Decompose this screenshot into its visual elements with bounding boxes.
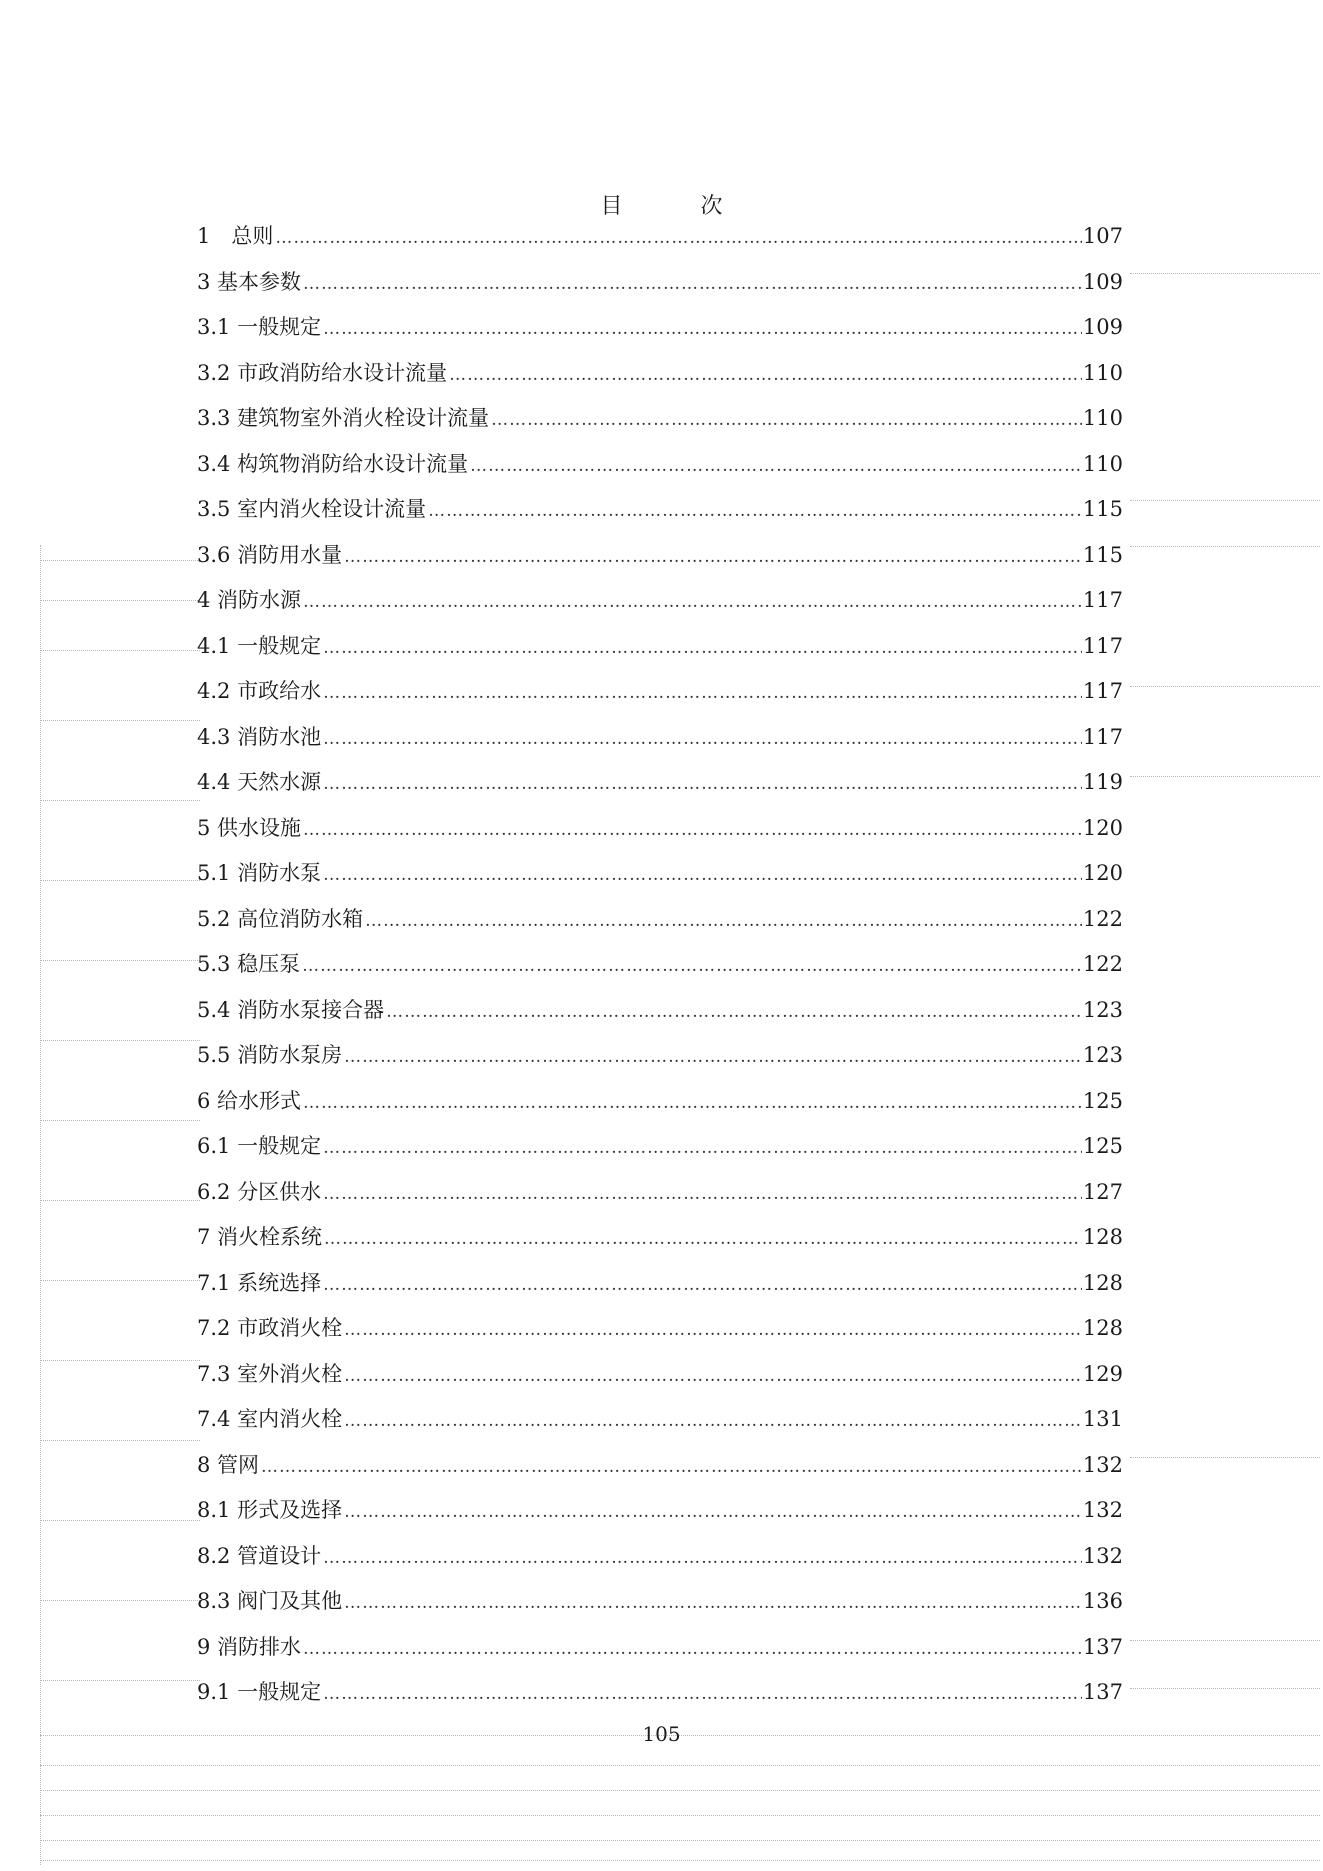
toc-entry [197, 260, 1123, 306]
toc-dot-leader [323, 671, 1082, 717]
toc-entry-label: 4.3 消防水池 [197, 724, 322, 749]
toc-entry-label: 8 管网 [197, 1452, 260, 1477]
toc-dot-leader [303, 808, 1082, 854]
toc-entry-page: 109 [1082, 269, 1123, 294]
toc-entry-page: 125 [1082, 1088, 1123, 1113]
toc-entry-label: 9.1 一般规定 [197, 1680, 322, 1704]
toc-entry [197, 214, 1123, 260]
toc-entry-page: 123 [1082, 997, 1123, 1022]
scan-artifact [1130, 776, 1320, 777]
scan-artifact [40, 720, 200, 721]
toc-entry [197, 1625, 1123, 1671]
page-number: 105 [642, 1722, 681, 1746]
toc-entry-page: 115 [1082, 542, 1123, 567]
toc-entry-page: 128 [1082, 1270, 1123, 1295]
toc-entry [197, 760, 1123, 806]
toc-entry-label: 1 总则 [197, 224, 274, 248]
toc-dot-leader [323, 1172, 1082, 1218]
toc-entry [197, 1033, 1123, 1079]
toc-entry [197, 1215, 1123, 1261]
toc-entry [197, 442, 1123, 488]
toc-entry-label: 3 基本参数 [197, 269, 302, 294]
table-of-contents [197, 214, 1123, 1716]
toc-entry-label: 3.5 室内消火栓设计流量 [197, 497, 427, 521]
toc-entry-page: 110 [1082, 451, 1123, 476]
toc-entry-label: 7.1 系统选择 [197, 1270, 322, 1295]
toc-dot-leader [365, 899, 1082, 945]
toc-dot-leader [344, 1399, 1082, 1445]
toc-dot-leader [323, 853, 1082, 899]
toc-entry-page: 122 [1082, 906, 1123, 931]
toc-entry [197, 1443, 1123, 1489]
toc-entry-label: 3.6 消防用水量 [197, 542, 343, 567]
scan-artifact [40, 600, 200, 601]
toc-entry-page: 132 [1082, 1543, 1123, 1568]
scan-artifact [40, 560, 200, 561]
scan-artifact [40, 1600, 200, 1601]
toc-entry-page: 110 [1082, 360, 1123, 385]
toc-dot-leader [344, 535, 1082, 581]
toc-dot-leader [344, 1308, 1082, 1354]
toc-entry-page: 107 [1082, 224, 1123, 248]
toc-dot-leader [344, 1490, 1082, 1536]
toc-dot-leader [449, 353, 1082, 399]
toc-dot-leader [386, 990, 1082, 1036]
toc-entry [197, 715, 1123, 761]
toc-dot-leader [303, 580, 1082, 626]
scan-artifact [1130, 1457, 1320, 1458]
toc-dot-leader [261, 1445, 1082, 1491]
toc-entry [197, 1670, 1123, 1716]
toc-entry-label: 3.3 建筑物室外消火栓设计流量 [197, 406, 490, 430]
toc-dot-leader [323, 626, 1082, 672]
toc-entry-label: 8.1 形式及选择 [197, 1498, 343, 1522]
toc-entry-page: 128 [1082, 1225, 1123, 1249]
toc-entry-page: 109 [1082, 315, 1123, 339]
toc-entry [197, 851, 1123, 897]
toc-entry [197, 897, 1123, 943]
toc-entry-page: 122 [1082, 952, 1123, 976]
toc-entry-label: 7.2 市政消火栓 [197, 1316, 343, 1340]
toc-entry [197, 1124, 1123, 1170]
toc-entry [197, 305, 1123, 351]
toc-entry [197, 487, 1123, 533]
toc-entry-label: 7.3 室外消火栓 [197, 1361, 343, 1386]
toc-dot-leader [302, 944, 1082, 990]
scan-artifact [1130, 686, 1320, 687]
scan-artifact [40, 1840, 1320, 1841]
toc-entry-label: 7.4 室内消火栓 [197, 1407, 343, 1431]
scan-artifact [1130, 1640, 1320, 1641]
toc-title: 目 次 [600, 194, 751, 219]
toc-entry [197, 1397, 1123, 1443]
toc-entry [197, 669, 1123, 715]
toc-entry [197, 1534, 1123, 1580]
toc-entry-page: 137 [1082, 1680, 1123, 1704]
toc-dot-leader [323, 307, 1082, 353]
toc-entry [197, 624, 1123, 670]
toc-entry [197, 988, 1123, 1034]
toc-entry-page: 117 [1082, 588, 1123, 612]
toc-dot-leader [470, 444, 1082, 490]
toc-dot-leader [323, 1126, 1082, 1172]
scan-artifact [40, 1120, 200, 1121]
scan-artifact [40, 1815, 1320, 1816]
toc-entry-label: 4.4 天然水源 [197, 770, 322, 794]
toc-entry [197, 942, 1123, 988]
toc-dot-leader [344, 1035, 1082, 1081]
scan-artifact [40, 1360, 200, 1361]
toc-entry-page: 123 [1082, 1043, 1123, 1067]
toc-entry-page: 115 [1082, 497, 1123, 521]
toc-entry-label: 3.2 市政消防给水设计流量 [197, 360, 448, 385]
toc-entry-page: 129 [1082, 1361, 1123, 1386]
scan-artifact [40, 1790, 1320, 1791]
toc-entry-label: 3.4 构筑物消防给水设计流量 [197, 451, 469, 476]
toc-dot-leader [303, 262, 1082, 308]
toc-entry-page: 137 [1082, 1634, 1123, 1659]
scan-artifact [40, 1765, 1320, 1766]
toc-entry-label: 4.2 市政给水 [197, 679, 322, 703]
toc-entry [197, 1488, 1123, 1534]
scan-artifact [40, 1280, 200, 1281]
scan-artifact [40, 960, 200, 961]
toc-dot-leader [323, 1263, 1082, 1309]
toc-dot-leader [323, 1536, 1082, 1582]
toc-entry-label: 5.5 消防水泵房 [197, 1043, 343, 1067]
scan-artifact [40, 650, 200, 651]
toc-entry-label: 5.4 消防水泵接合器 [197, 997, 385, 1022]
toc-entry-label: 4.1 一般规定 [197, 633, 322, 658]
toc-entry-page: 110 [1082, 406, 1123, 430]
scan-artifact [40, 1200, 200, 1201]
toc-entry-label: 5 供水设施 [197, 815, 302, 840]
toc-entry-label: 8.3 阀门及其他 [197, 1589, 343, 1613]
toc-entry-label: 6 给水形式 [197, 1088, 302, 1113]
scan-artifact [1130, 546, 1320, 547]
toc-dot-leader [324, 1217, 1082, 1263]
toc-entry-page: 119 [1082, 770, 1123, 794]
toc-dot-leader [323, 1672, 1082, 1718]
toc-entry [197, 533, 1123, 579]
scan-artifact [40, 545, 41, 1865]
toc-entry [197, 806, 1123, 852]
toc-entry-page: 120 [1082, 815, 1123, 840]
toc-entry [197, 351, 1123, 397]
toc-dot-leader [344, 1581, 1082, 1627]
toc-entry-page: 117 [1082, 633, 1123, 658]
scan-artifact [40, 800, 200, 801]
toc-entry-page: 120 [1082, 861, 1123, 885]
toc-entry-label: 3.1 一般规定 [197, 315, 322, 339]
scan-artifact [40, 1680, 200, 1681]
toc-entry [197, 1079, 1123, 1125]
toc-dot-leader [303, 1627, 1082, 1673]
toc-entry-page: 117 [1082, 679, 1123, 703]
toc-dot-leader [323, 717, 1082, 763]
toc-entry-label: 6.1 一般规定 [197, 1134, 322, 1158]
toc-entry [197, 396, 1123, 442]
toc-dot-leader [344, 1354, 1082, 1400]
toc-entry-label: 7 消火栓系统 [197, 1225, 323, 1249]
toc-entry-label: 8.2 管道设计 [197, 1543, 322, 1568]
toc-entry-page: 132 [1082, 1498, 1123, 1522]
toc-entry-page: 132 [1082, 1452, 1123, 1477]
toc-dot-leader [491, 398, 1082, 444]
toc-entry-page: 131 [1082, 1407, 1123, 1431]
toc-entry [197, 1352, 1123, 1398]
toc-entry-page: 136 [1082, 1589, 1123, 1613]
toc-entry [197, 1306, 1123, 1352]
toc-entry-label: 9 消防排水 [197, 1634, 302, 1659]
toc-entry [197, 1261, 1123, 1307]
scan-artifact [1130, 273, 1320, 274]
toc-entry-page: 117 [1082, 724, 1123, 749]
toc-entry-label: 5.2 高位消防水箱 [197, 906, 364, 931]
scan-artifact [40, 880, 200, 881]
scan-artifact [40, 1520, 200, 1521]
toc-dot-leader [323, 762, 1082, 808]
toc-entry-page: 128 [1082, 1316, 1123, 1340]
toc-entry-page: 125 [1082, 1134, 1123, 1158]
toc-entry [197, 1170, 1123, 1216]
scan-artifact [40, 1860, 1320, 1861]
toc-entry-label: 4 消防水源 [197, 588, 302, 612]
toc-entry-page: 127 [1082, 1179, 1123, 1204]
toc-dot-leader [303, 1081, 1082, 1127]
toc-entry [197, 1579, 1123, 1625]
toc-entry-label: 6.2 分区供水 [197, 1179, 322, 1204]
toc-dot-leader [275, 216, 1082, 262]
scan-artifact [1130, 1688, 1320, 1689]
toc-entry-label: 5.1 消防水泵 [197, 861, 322, 885]
toc-dot-leader [428, 489, 1082, 535]
toc-entry-label: 5.3 稳压泵 [197, 952, 301, 976]
scan-artifact [40, 1440, 200, 1441]
scan-artifact [1130, 500, 1320, 501]
toc-entry [197, 578, 1123, 624]
scan-artifact [40, 1040, 200, 1041]
